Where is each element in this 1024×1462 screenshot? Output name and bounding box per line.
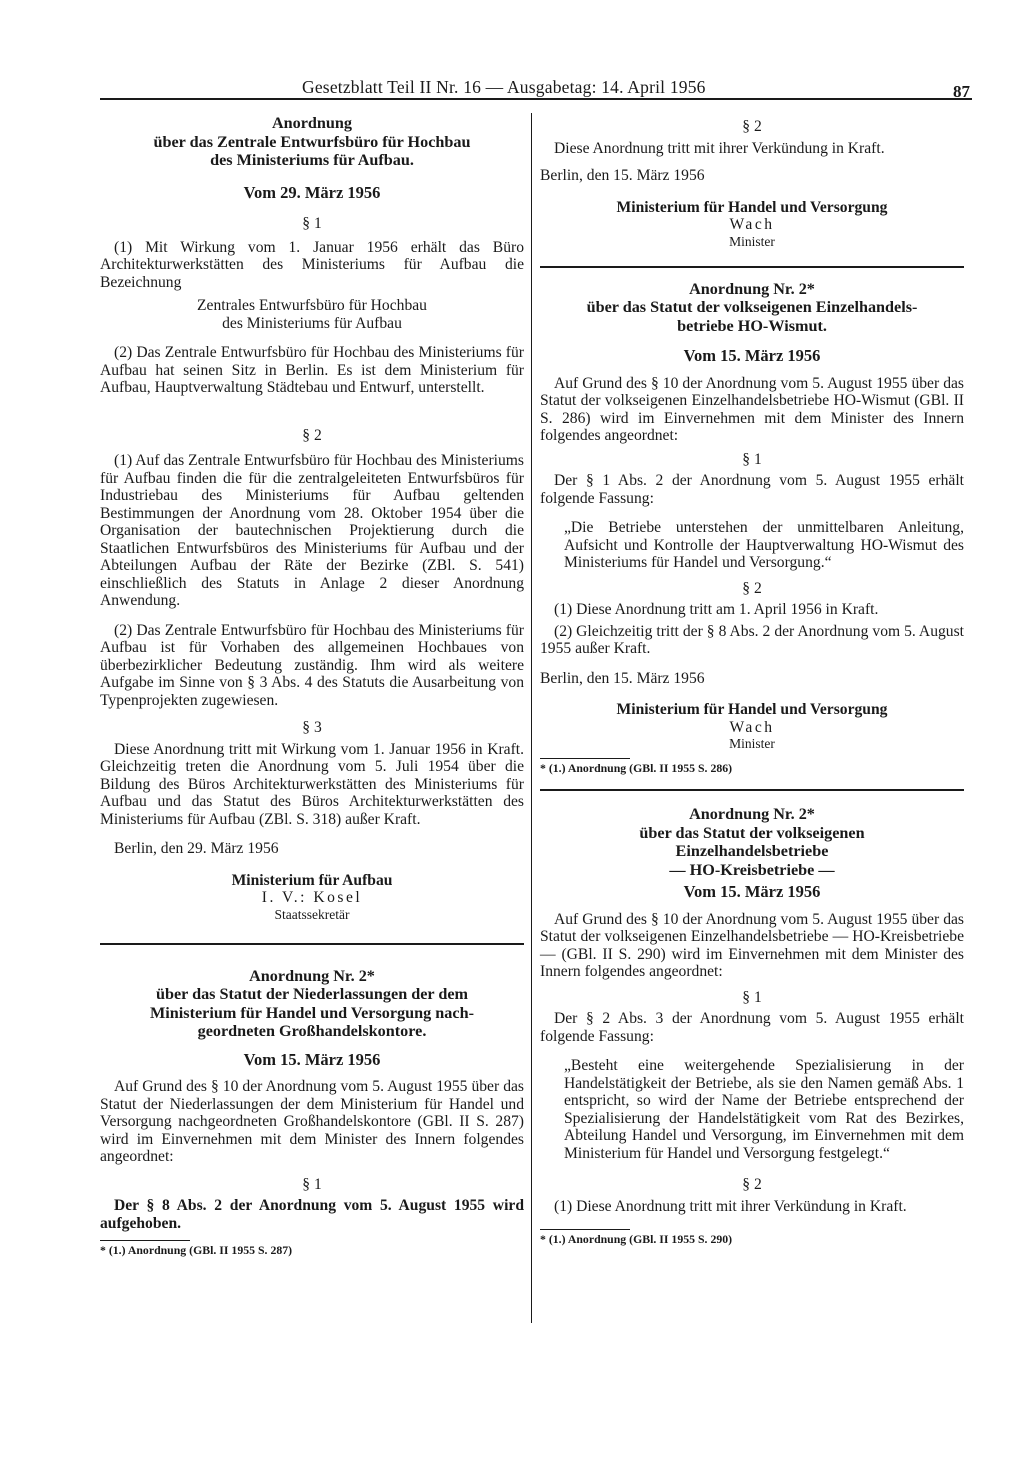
left-column [100,114,524,1257]
paragraph-text: (2) Das Zentrale Entwurfsbüro für Hochbau des Ministeriums für Aufbau hat seinen Sitz in Berlin. Es ist dem Ministerium für Aufbau, Hauptverwaltung Städtebau und Entwurf, unterstellt. [100,344,524,396]
ordinance-title-wismut [540,280,964,336]
ordinance-date: Vom 15. März 1956 [243,1049,381,1069]
section-sign: § 1 [302,1175,322,1193]
footnote-rule [540,758,630,759]
ministry-name: Ministerium für Handel und Versorgung [616,198,888,216]
signer-name: I. V.: Kosel [261,889,363,906]
section-sign: § 3 [302,719,322,736]
section-rule [100,943,524,945]
paragraph-text: Auf Grund des § 10 der Anordnung vom 5. August 1955 über das Statut der volkseigenen Einzelhandelsbetriebe — HO-Kreisbetriebe — (GBl. II S. 290) wird im Einvernehmen mit dem Minister des Innern folgendes angeordnet: [540,910,964,980]
ministry-name: Ministerium für Handel und Versorgung [616,701,888,718]
signer-name: Wach [729,718,775,736]
title-line: des Ministeriums für Aufbau. [210,151,414,169]
section-rule [540,266,964,268]
paragraph-text: (1) Diese Anordnung tritt mit ihrer Verkündung in Kraft. [554,1197,907,1215]
footnote: * (1.) Anordnung (GBl. II 1955 S. 290) [540,1232,733,1246]
title-line: geordneten Großhandelskontore. [197,1022,427,1040]
paragraph-text: (2) Gleichzeitig tritt der § 8 Abs. 2 der Anordnung vom 5. August 1955 außer Kraft. [540,622,964,657]
section-sign: § 1 [742,988,762,1006]
office-name [100,297,524,332]
title-line: Anordnung Nr. 2* [689,279,815,298]
section-sign: § 1 [302,215,322,232]
signer-title: Staatssekretär [274,906,350,922]
paragraph-text: (1) Auf das Zentrale Entwurfsbüro für Hochbau des Ministeriums für Aufbau finden die für die zentralgeleiteten Entwurfsbüros für Industriebau des Ministeriums für Aufbau geltenden Bestimmungen der Anordnung vom 28. Oktober 1954 über die Organisation der bautechnischen Projektierung durch die Staatlichen Entwurfsbüros des Ministeriums für Aufbau und der Abteilungen Aufbau der Räte der Bezirke (ZBl. S. 541) einschließlich des Statuts in Anlage 2 dieser Anordnung Anwendung. [100,452,524,609]
title-line: betriebe HO-Wismut. [677,316,827,335]
section-sign: § 2 [742,579,762,597]
section-sign: § 1 [742,450,762,468]
section-rule [540,789,964,791]
paragraph-text: (1) Mit Wirkung vom 1. Januar 1956 erhält das Büro Architekturwerkstätten des Ministeriums für Aufbau die Bezeichnung [100,238,524,291]
section-sign: § 2 [302,426,322,444]
column-divider [531,113,532,1323]
footnote: * (1.) Anordnung (GBl. II 1955 S. 286) [540,761,733,775]
ordinance-title-aufbau [100,114,524,170]
title-line: Ministerium für Handel und Versorgung nach- [150,1003,474,1022]
signer-name: Wach [729,216,775,233]
paragraph-text: Der § 1 Abs. 2 der Anordnung vom 5. August 1955 erhält folgende Fassung: [540,472,964,507]
section-sign: § 2 [742,1176,762,1193]
title-line: über das Zentrale Entwurfsbüro für Hochbau [153,132,471,151]
right-column [540,118,964,1246]
signer-title: Minister [729,736,775,751]
ministry-name: Ministerium für Aufbau [231,871,393,889]
paragraph-text: Auf Grund des § 10 der Anordnung vom 5. August 1955 über das Statut der volkseigenen Einzelhandelsbetriebe HO-Wismut (GBl. II S. 286) wird im Einvernehmen mit dem Minister des Innern folgendes angeordnet: [540,374,964,444]
signer-title: Minister [729,233,775,249]
title-line: Anordnung Nr. 2* [249,966,375,985]
paragraph-text: Diese Anordnung tritt mit Wirkung vom 1. Januar 1956 in Kraft. Gleichzeitig treten die Anordnung vom 5. Juli 1954 über die Bildung des Büros Architekturwerkstätten des Ministeriums für Aufbau und das Statut des Büros Architekturwerkstätten des Ministeriums für Aufbau (ZBl. S. 318) außer Kraft. [100,740,524,828]
quoted-text: „Besteht eine weitergehende Spezialisierung in der Handelstätigkeit der Betriebe, als sie den Namen gemäß Abs. 1 entspricht, so wird der Name der Betriebe entsprechend der Spezialisierung der Handelstätigkeit vom Rat des Bezirkes, Abteilung Handel und Versorgung, im Einvernehmen mit dem Ministerium für Handel und Versorgung festgelegt.“ [564,1057,964,1162]
page-header [100,74,970,100]
ordinance-title-grosshandel [100,967,524,1041]
footnote-rule [540,1229,630,1230]
title-line: Anordnung [271,114,353,132]
quoted-text: „Die Betriebe unterstehen der unmittelbaren Anleitung, Aufsicht und Kontrolle der Hauptverwaltung HO-Wismut des Ministeriums für Handel und Versorgung.“ [564,519,964,571]
title-line: über das Statut der volkseigenen [639,823,865,842]
place-date: Berlin, den 15. März 1956 [540,669,705,687]
header-title: Gesetzblatt Teil II Nr. 16 — Ausgabetag: 14. April 1956 [302,77,706,97]
paragraph-text: Der § 2 Abs. 3 der Anordnung vom 5. August 1955 erhält folgende Fassung: [540,1010,964,1045]
title-line: — HO-Kreisbetriebe — [669,860,835,879]
section-sign: § 2 [742,118,762,135]
place-date: Berlin, den 15. März 1956 [540,167,705,184]
title-line: über das Statut der Niederlassungen der dem [155,985,469,1003]
paragraph-text: Diese Anordnung tritt mit ihrer Verkündung in Kraft. [554,139,885,157]
place-date: Berlin, den 29. März 1956 [114,840,279,857]
ordinance-title-kreisbetriebe [540,805,964,879]
office-name-line: Zentrales Entwurfsbüro für Hochbau [197,297,427,314]
paragraph-text: Der § 8 Abs. 2 der Anordnung vom 5. August 1955 wird aufgehoben. [100,1197,524,1232]
footnote-rule [100,1240,190,1241]
title-line: Anordnung Nr. 2* [689,805,815,823]
office-name-line: des Ministeriums für Aufbau [222,314,402,332]
title-line: Einzelhandelsbetriebe [675,842,829,860]
ordinance-date: Vom 15. März 1956 [683,882,821,901]
paragraph-text: (1) Diese Anordnung tritt am 1. April 1956 in Kraft. [554,601,879,618]
paragraph-text: (2) Das Zentrale Entwurfsbüro für Hochbau des Ministeriums für Aufbau ist für Vorhaben des allgemeinen Hochbaues von überbezirklicher Bedeutung zuständig. Ihm wird als weitere Aufgabe im Sinne von § 3 Abs. 4 des Statuts die Ausarbeitung von Typenprojekten zugewiesen. [100,621,524,709]
ordinance-date: Vom 15. März 1956 [683,346,821,365]
paragraph-text: Auf Grund des § 10 der Anordnung vom 5. August 1955 über das Statut der Niederlassungen der dem Ministerium für Handel und Versorgung nachgeordneten Großhandelskontore (GBl. II S. 287) wird im Einvernehmen mit dem Minister des Innern folgendes angeordnet: [100,1078,524,1165]
footnote: * (1.) Anordnung (GBl. II 1955 S. 287) [100,1243,293,1257]
ordinance-date: Vom 29. März 1956 [243,182,381,202]
page-number: 87 [953,82,970,101]
title-line: über das Statut der volkseigenen Einzelhandels- [586,298,918,316]
header-rule [100,98,972,100]
